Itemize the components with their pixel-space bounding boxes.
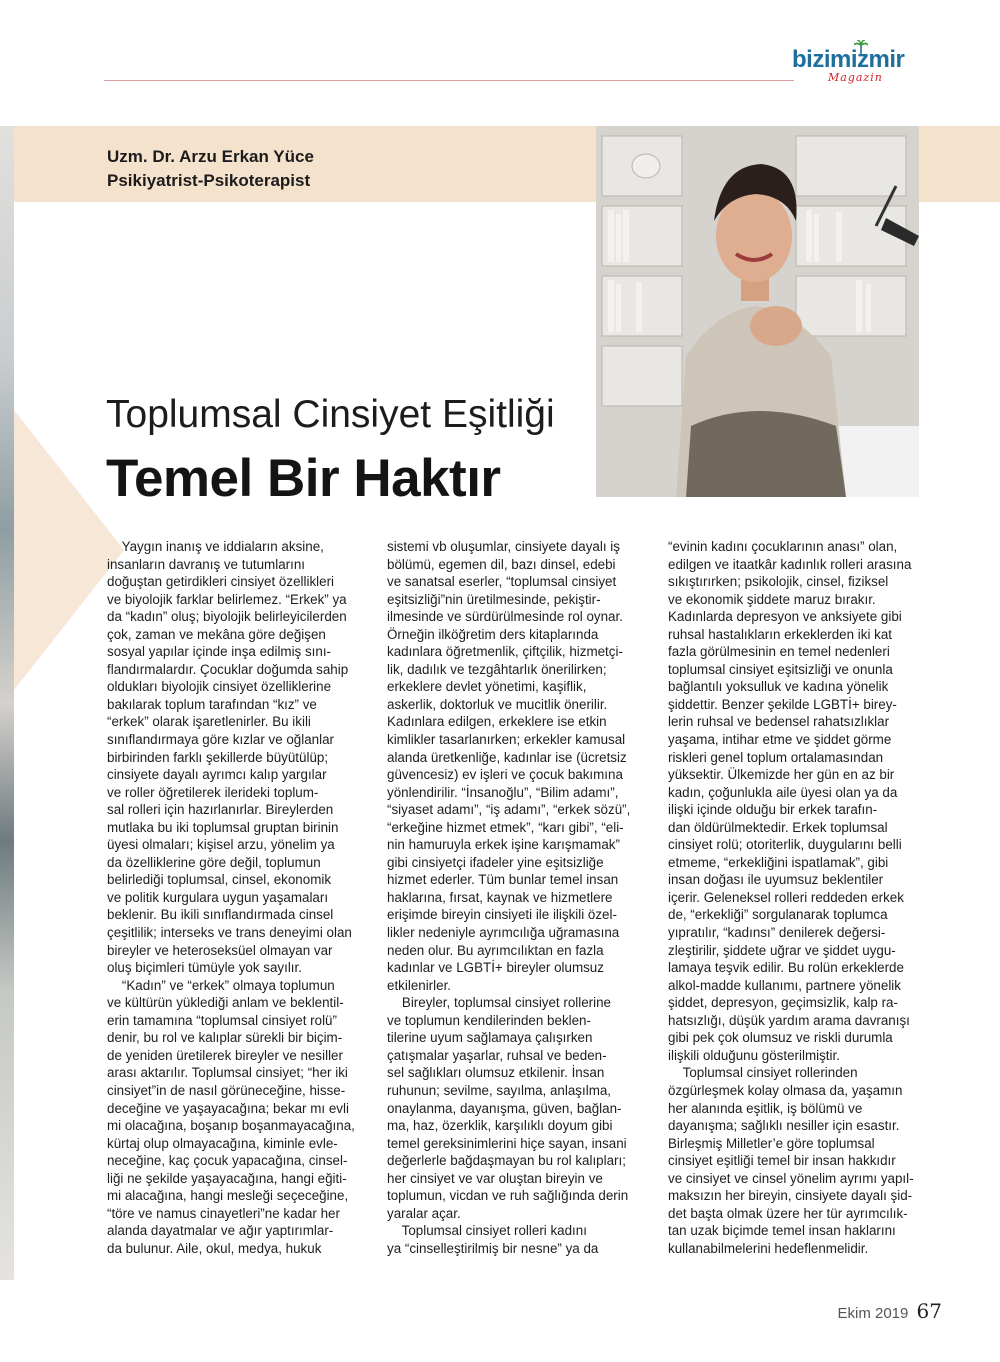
author-title: Psikiyatrist-Psikoterapist	[107, 171, 311, 190]
article-line: kürtaj olup olmayacağına, kiminle evle-	[107, 1135, 338, 1151]
article-line: mi alacağına, hangi mesleği seçeceğine,	[107, 1188, 349, 1204]
article-line: Yaygın inanış ve iddiaların aksine,	[107, 539, 324, 554]
article-line: dayanışma; sağlıklı nesiller için esastır.	[668, 1118, 900, 1134]
article-line: Toplumsal cinsiyet rolleri kadını	[387, 1223, 587, 1239]
article-line: ve toplumun kendilerinden beklen-	[387, 1012, 591, 1028]
article-line: lik, dadılık ve tezgâhtarlık önerilirken;	[387, 661, 607, 677]
article-line: üyesi olmaları; kişisel arzu, yönelim ya	[107, 837, 335, 853]
article-line: sal rolleri için hazırlanırlar. Bireylerden	[107, 802, 334, 818]
article-line: değerlerle bağdaşmayan bu rol kalıpları;	[387, 1153, 626, 1169]
article-line: fazla görülmesinin en temel nedenleri	[668, 644, 890, 660]
article-line: Birleşmiş Milletler’e göre toplumsal	[668, 1135, 875, 1151]
article-line: yaralar açar.	[387, 1205, 461, 1221]
article-line: her alanında eşitlik, iş bölümü ve	[668, 1100, 863, 1116]
article-line: sosyal yapılar içinde inşa edilmiş sını-	[107, 644, 332, 660]
article-line: birbirinden farklı şekillerde büyütülüp;	[107, 749, 329, 765]
article-line: lamaya teşvik edilir. Bu rolün erkeklerde	[668, 960, 904, 976]
article-line: kadınlara öğretmenlik, çiftçilik, hizmetçi-	[387, 644, 623, 660]
article-line: oluş biçimleri tümüyle yok sayılır.	[107, 960, 302, 976]
article-line: cinsiyet”in de nasıl görüneceğine, hisse-	[107, 1082, 346, 1098]
article-line: alkol-madde kullanımı, partnere yönelik	[668, 977, 901, 993]
article-line: toplumsal cinsiyet eşitsizliği ve onunla	[668, 661, 893, 677]
article-line: dan öldürülmektedir. Erkek toplumsal	[668, 819, 888, 835]
article-line: ruhsal hastalıkların erkeklerden iki kat	[668, 626, 893, 642]
article-line: liği ne şekilde yaşayacağına, hangi eğiti-	[107, 1170, 347, 1186]
article-line: zleştirilir, şiddete uğrar ve şiddet uygu-	[668, 942, 896, 958]
article-line: ve ekonomik şiddete maruz bırakır.	[668, 591, 876, 607]
article-line: kullanabilmelerini hedeflenmelidir.	[668, 1240, 869, 1256]
article-line: mutlaka bu iki toplumsal gruptan birinin	[107, 819, 339, 835]
author-photo	[596, 126, 919, 497]
article-line: bakılarak toplum tarafından “kız” ve	[107, 696, 317, 712]
article-line: kadınlar ve LGBTİ+ bireyler olumsuz	[387, 960, 604, 976]
article-line: denir, bu rol ve kalıplar sürekli bir biçim-	[107, 1030, 343, 1046]
article-line: bölümü, egemen dil, bazı dinsel, edebi	[387, 556, 616, 572]
article-line: ilişki içinde olduğu bir erkek tarafın-	[668, 802, 878, 818]
article-line: tilerine uyum sağlamaya çalışırken	[387, 1030, 593, 1046]
author-name: Uzm. Dr. Arzu Erkan Yüce	[107, 147, 314, 166]
article-line: doğuştan getirdikleri cinsiyet özellikleri	[107, 574, 335, 590]
article-line: cinsiyet rolü; otoriterlik, duygularını belli	[668, 837, 902, 853]
article-line: ya “cinselleştirilmiş bir nesne” ya da	[387, 1240, 599, 1256]
article-line: Kadınlarda depresyon ve anksiyete gibi	[668, 609, 902, 625]
article-line: “evinin kadını çocuklarının anası” olan,	[668, 539, 898, 554]
article-line: ilmesinde ve sürdürülmesinde rol oynar.	[387, 609, 623, 625]
headline-line2: Temel Bir Haktır	[106, 449, 501, 508]
article-line: yüksektir. Ülkemizde her gün en az bir	[668, 767, 895, 783]
article-line: hizmet ederler. Tüm bunlar temel insan	[387, 872, 619, 888]
header-rule	[104, 80, 794, 81]
article-line: ruhunun; sevilme, sayılma, anlaşılma,	[387, 1082, 612, 1098]
headline-line1: Toplumsal Cinsiyet Eşitliği	[106, 393, 555, 436]
article-line: haklarına, fırsat, kaynak ve hizmetlere	[387, 889, 613, 905]
article-line: oldukları biyolojik cinsiyet özelliklerine	[107, 679, 332, 695]
article-line: toplumun, vicdan ve ruh sağlığında derin	[387, 1188, 629, 1204]
article-line: gibi pek çok olumsuz ve riskli durumla	[668, 1030, 893, 1046]
page-number: 67	[916, 1299, 942, 1323]
article-line: ilişkili olduğunu gösterilmiştir.	[668, 1047, 840, 1063]
article-line: nin hamuruyla erkek işine karışmamak”	[387, 837, 620, 853]
article-line: erişimde bireyin cinsiyeti ile ilişkili özel-	[387, 907, 617, 923]
article-line: etkilenirler.	[387, 977, 452, 993]
article-line: çeşitlilik; interseks ve trans deneyimi olan	[107, 925, 352, 941]
article-line: lerin ruhsal ve bedensel rahatsızlıklar	[668, 714, 890, 730]
article-line: “erkeğine hizmet etmek”, “karı gibi”, “eli-	[387, 819, 624, 835]
article-line: bireyler ve heteroseksüel olmayan var	[107, 942, 333, 958]
article-line: ve biyolojik farklar belirlemez. “Erkek” ya	[107, 591, 347, 607]
article-line: hatsızlığı, düşük yardım arama davranışı	[668, 1012, 910, 1028]
article-line: riskleri genel toplum ortalamasından	[668, 749, 884, 765]
article-line: onaylanma, dayanışma, güven, bağlan-	[387, 1100, 622, 1116]
article-line: cinsiyet eşitliği temel bir insan hakkıdır	[668, 1153, 896, 1169]
article-line: arası aktarılır. Toplumsal cinsiyet; “her iki	[107, 1065, 348, 1081]
article-line: kadın, çoğunlukla aile üyesi olan ya da	[668, 784, 898, 800]
article-line: sınıflandırmaya göre kızlar ve oğlanlar	[107, 732, 335, 748]
article-line: şiddettir. Benzer şekilde LGBTİ+ birey-	[668, 696, 897, 712]
article-line: erin tamamına “toplumsal cinsiyet rolü”	[107, 1012, 337, 1028]
article-line: neceğine, kaç çocuk yapacağına, cinsel-	[107, 1153, 348, 1169]
article-line: yıpratılır, “kadınsı” denilerek değersi-	[668, 925, 886, 941]
article-column-1	[107, 538, 365, 1257]
article-line: çatışmalar yaşarlar, ruhsal ve beden-	[387, 1047, 607, 1063]
article-line: ve kültürün yüklediği anlam ve beklentil-	[107, 995, 344, 1011]
article-line: “töre ve namus cinayetleri”ne kadar her	[107, 1205, 340, 1221]
article-line: ve cinsiyet ve cinsel yönelim ayrımı yapıl-	[668, 1170, 914, 1186]
article-line: det başta olmak üzere her tür ayrımcılık-	[668, 1205, 908, 1221]
magazine-logo	[792, 46, 922, 91]
article-line: yaşama, intihar etme ve şiddet görme	[668, 732, 892, 748]
article-line: her cinsiyet ve var oluştan bireyin ve	[387, 1170, 603, 1186]
article-line: kimlikler tasarlanırken; erkekler kamusal	[387, 732, 626, 748]
article-line: cinsiyete dayalı ayrımcı kalıp yargılar	[107, 767, 327, 783]
article-line: ma, haz, özerklik, karşılıklı doyum gibi	[387, 1118, 613, 1134]
article-line: Toplumsal cinsiyet rollerinden	[668, 1065, 858, 1081]
article-line: “Kadın” ve “erkek” olmaya toplumun	[107, 977, 335, 993]
article-column-2	[387, 538, 647, 1257]
article-line: Örneğin ilköğretim ders kitaplarında	[387, 626, 599, 642]
logo-text-part1: bizim	[792, 46, 851, 73]
article-line: mi olacağına, boşanıp boşanmayacağına,	[107, 1118, 355, 1134]
article-line: yönlendirilir. “İnsanoğlu”, “Bilim adamı”,	[387, 784, 619, 800]
issue-date: Ekim 2019	[837, 1305, 909, 1322]
article-line: erkeklere devlet yönetimi, kaşiflik,	[387, 679, 587, 695]
article-line: likler nedeniyle ayrımcılığa uğramasına	[387, 925, 620, 941]
article-line: “siyaset adamı”, “iş adamı”, “erkek sözü”,	[387, 802, 631, 818]
article-line: Bireyler, toplumsal cinsiyet rollerine	[387, 995, 612, 1011]
article-line: özgürleşmek kolay olmasa da, yaşamın	[668, 1082, 903, 1098]
article-line: güvencesiz) ev işleri ve çocuk bakımına	[387, 767, 623, 783]
logo-text-part2: izmir	[850, 46, 905, 73]
article-line: edilgen ve itaatkâr kadınlık rolleri arasına	[668, 556, 912, 572]
article-line: de yeniden üretilerek bireyler ve nesiller	[107, 1047, 343, 1063]
article-line: eşitsizliği”nin üretilmesinde, pekiştir-	[387, 591, 601, 607]
left-photo-strip	[0, 126, 14, 1280]
article-line: da özelliklerine göre değil, toplumun	[107, 854, 321, 870]
article-line: içerir. Geleneksel rolleri reddeden erkek	[668, 889, 904, 905]
article-line: da bulunur. Aile, okul, medya, hukuk	[107, 1240, 322, 1256]
article-line: alanda dayatmalar ve ağır yaptırımlar-	[107, 1223, 334, 1239]
article-line: bağlantılı yoksulluk ve kadına yönelik	[668, 679, 889, 695]
article-line: askerlik, doktorluk ve mucitlik önerilir.	[387, 696, 608, 712]
article-line: ve roller öğretilerek ilerideki toplum-	[107, 784, 319, 800]
article-line: “erkek” olarak işaretlenirler. Bu ikili	[107, 714, 311, 730]
article-line: ve politik kurgulara uygun yaşamaları	[107, 889, 329, 905]
article-line: flandırmalardır. Çocuklar doğumda sahip	[107, 661, 349, 677]
article-line: çok, zaman ve mekâna göre değişen	[107, 626, 326, 642]
page-footer	[838, 1299, 943, 1323]
article-line: Kadınlara edilgen, erkeklere ise etkin	[387, 714, 607, 730]
article-line: tan uzak biçimde temel insan haklarını	[668, 1223, 896, 1239]
article-line: insan doğası ile uyumsuz beklentiler	[668, 872, 884, 888]
article-line: belirlediği toplumsal, cinsel, ekonomik	[107, 872, 332, 888]
article-line: sel sağlıkları olumsuz etkilenir. İnsan	[387, 1065, 605, 1081]
article-line: etmeme, “erkekliğini ispatlamak”, gibi	[668, 854, 889, 870]
article-line: neden olur. Bu ayrımcılıktan en fazla	[387, 942, 604, 958]
article-line: sistemi vb oluşumlar, cinsiyete dayalı iş	[387, 539, 620, 554]
article-line: beklenir. Bu ikili sınıflandırmada cinsel	[107, 907, 334, 923]
article-line: da “kadın” oluş; biyolojik belirleyicilerden	[107, 609, 347, 625]
article-line: maksızın her bireyin, cinsiyete dayalı şid-	[668, 1188, 913, 1204]
logo-subtitle: Magazin	[828, 71, 883, 84]
article-line: temel gereksinimlerini hiçe sayan, insani	[387, 1135, 627, 1151]
article-line: şiddet, depresyon, geçimsizlik, kalp ra-	[668, 995, 898, 1011]
article-line: insanların davranış ve tutumlarını	[107, 556, 305, 572]
article-line: gibi cinsiyetçi ifadeler yine eşitsizliğe	[387, 854, 604, 870]
article-line: de, “erkekliği” sorgulanarak toplumca	[668, 907, 888, 923]
article-line: deceğine ve yaşayacağına; bekar mı evli	[107, 1100, 349, 1116]
article-line: ve sanatsal eserler, “toplumsal cinsiyet	[387, 574, 617, 590]
article-line: sıkıştırırken; psikolojik, cinsel, fiziksel	[668, 574, 889, 590]
palm-icon	[854, 40, 868, 54]
article-column-3	[668, 538, 922, 1257]
article-line: alanda üretkenliğe, kadınlar ise (ücretsiz	[387, 749, 627, 765]
